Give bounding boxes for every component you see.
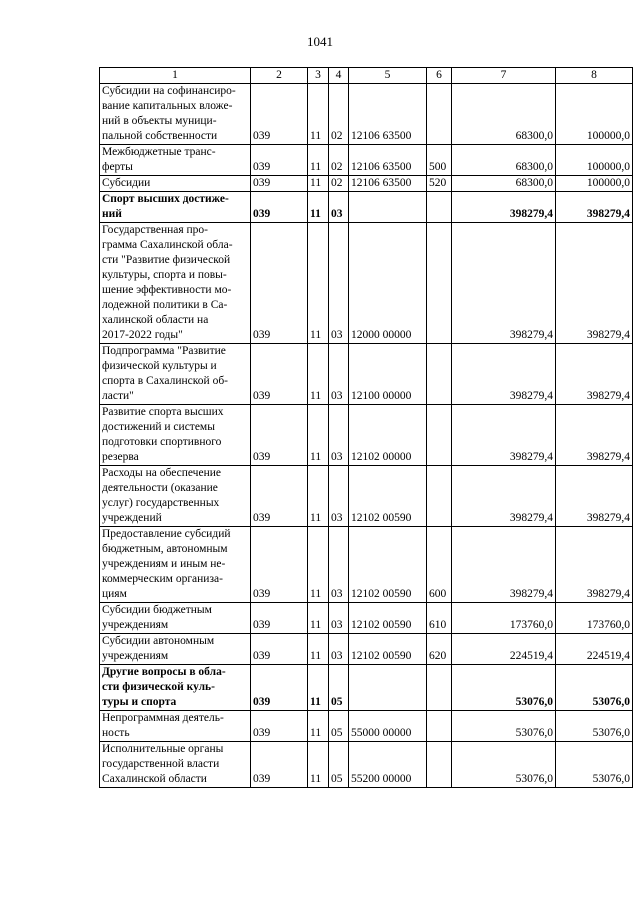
expense-type-code bbox=[427, 466, 452, 527]
row-description: Расходы на обеспечение деятельности (оказание услуг) государственных учреждений bbox=[100, 466, 251, 527]
subsection-code: 03 bbox=[329, 634, 349, 665]
subsection-code: 03 bbox=[329, 466, 349, 527]
target-article-code: 12102 00590 bbox=[349, 603, 427, 634]
row-description: Субсидии на софинансиро- вание капитальных вложе- ний в объекты муници- пальной собственности bbox=[100, 84, 251, 145]
amount-col-7: 398279,4 bbox=[452, 527, 556, 603]
table-row bbox=[100, 344, 633, 405]
expense-type-code bbox=[427, 192, 452, 223]
expense-type-code: 620 bbox=[427, 634, 452, 665]
amount-col-8: 398279,4 bbox=[556, 527, 633, 603]
section-code: 11 bbox=[308, 223, 329, 344]
budget-table bbox=[99, 67, 633, 788]
expense-type-code bbox=[427, 344, 452, 405]
admin-code: 039 bbox=[251, 665, 308, 711]
subsection-code: 05 bbox=[329, 742, 349, 788]
admin-code: 039 bbox=[251, 223, 308, 344]
target-article-code: 12000 00000 bbox=[349, 223, 427, 344]
amount-col-7: 224519,4 bbox=[452, 634, 556, 665]
section-code: 11 bbox=[308, 84, 329, 145]
subsection-code: 03 bbox=[329, 223, 349, 344]
amount-col-8: 224519,4 bbox=[556, 634, 633, 665]
section-code: 11 bbox=[308, 527, 329, 603]
section-code: 11 bbox=[308, 344, 329, 405]
table-row bbox=[100, 192, 633, 223]
table-row bbox=[100, 711, 633, 742]
admin-code: 039 bbox=[251, 344, 308, 405]
amount-col-8: 53076,0 bbox=[556, 711, 633, 742]
header-cell: 2 bbox=[251, 68, 308, 84]
table-header-row bbox=[100, 68, 633, 84]
section-code: 11 bbox=[308, 466, 329, 527]
table-row bbox=[100, 742, 633, 788]
header-cell: 4 bbox=[329, 68, 349, 84]
target-article-code: 12102 00590 bbox=[349, 466, 427, 527]
target-article-code: 12102 00000 bbox=[349, 405, 427, 466]
amount-col-8: 398279,4 bbox=[556, 405, 633, 466]
admin-code: 039 bbox=[251, 192, 308, 223]
subsection-code: 03 bbox=[329, 405, 349, 466]
table-row bbox=[100, 527, 633, 603]
section-code: 11 bbox=[308, 742, 329, 788]
target-article-code: 55000 00000 bbox=[349, 711, 427, 742]
amount-col-7: 53076,0 bbox=[452, 665, 556, 711]
amount-col-7: 53076,0 bbox=[452, 711, 556, 742]
table-row bbox=[100, 176, 633, 192]
amount-col-7: 68300,0 bbox=[452, 84, 556, 145]
admin-code: 039 bbox=[251, 603, 308, 634]
expense-type-code: 610 bbox=[427, 603, 452, 634]
target-article-code: 55200 00000 bbox=[349, 742, 427, 788]
row-description: Развитие спорта высших достижений и системы подготовки спортивного резерва bbox=[100, 405, 251, 466]
amount-col-8: 398279,4 bbox=[556, 466, 633, 527]
expense-type-code bbox=[427, 742, 452, 788]
admin-code: 039 bbox=[251, 527, 308, 603]
admin-code: 039 bbox=[251, 742, 308, 788]
table-row bbox=[100, 145, 633, 176]
amount-col-7: 398279,4 bbox=[452, 344, 556, 405]
row-description: Непрограммная деятель- ность bbox=[100, 711, 251, 742]
row-description: Государственная про- грамма Сахалинской обла- сти "Развитие физической культуры, спорта и повы- шение эффективности мо- лодежной политики в Са- халинской области на 2017-2022 годы" bbox=[100, 223, 251, 344]
subsection-code: 03 bbox=[329, 344, 349, 405]
row-description: Исполнительные органы государственной власти Сахалинской области bbox=[100, 742, 251, 788]
target-article-code: 12106 63500 bbox=[349, 84, 427, 145]
target-article-code: 12102 00590 bbox=[349, 634, 427, 665]
table-row bbox=[100, 466, 633, 527]
section-code: 11 bbox=[308, 192, 329, 223]
amount-col-8: 398279,4 bbox=[556, 223, 633, 344]
row-description: Другие вопросы в обла- сти физической куль- туры и спорта bbox=[100, 665, 251, 711]
amount-col-7: 398279,4 bbox=[452, 223, 556, 344]
row-description: Субсидии bbox=[100, 176, 251, 192]
admin-code: 039 bbox=[251, 711, 308, 742]
target-article-code bbox=[349, 665, 427, 711]
expense-type-code: 500 bbox=[427, 145, 452, 176]
admin-code: 039 bbox=[251, 84, 308, 145]
row-description: Спорт высших достиже- ний bbox=[100, 192, 251, 223]
subsection-code: 03 bbox=[329, 192, 349, 223]
amount-col-8: 100000,0 bbox=[556, 145, 633, 176]
subsection-code: 05 bbox=[329, 711, 349, 742]
header-cell: 5 bbox=[349, 68, 427, 84]
table-row bbox=[100, 84, 633, 145]
target-article-code: 12106 63500 bbox=[349, 145, 427, 176]
section-code: 11 bbox=[308, 665, 329, 711]
amount-col-8: 173760,0 bbox=[556, 603, 633, 634]
amount-col-7: 398279,4 bbox=[452, 405, 556, 466]
expense-type-code bbox=[427, 711, 452, 742]
expense-type-code bbox=[427, 405, 452, 466]
amount-col-7: 68300,0 bbox=[452, 145, 556, 176]
target-article-code: 12106 63500 bbox=[349, 176, 427, 192]
expense-type-code bbox=[427, 84, 452, 145]
amount-col-7: 398279,4 bbox=[452, 466, 556, 527]
target-article-code: 12102 00590 bbox=[349, 527, 427, 603]
subsection-code: 02 bbox=[329, 145, 349, 176]
section-code: 11 bbox=[308, 711, 329, 742]
row-description: Субсидии бюджетным учреждениям bbox=[100, 603, 251, 634]
amount-col-8: 100000,0 bbox=[556, 84, 633, 145]
subsection-code: 03 bbox=[329, 603, 349, 634]
table-row bbox=[100, 405, 633, 466]
page-number: 1041 bbox=[307, 34, 333, 49]
row-description: Межбюджетные транс- ферты bbox=[100, 145, 251, 176]
amount-col-7: 398279,4 bbox=[452, 192, 556, 223]
amount-col-8: 398279,4 bbox=[556, 344, 633, 405]
header-cell: 1 bbox=[100, 68, 251, 84]
subsection-code: 05 bbox=[329, 665, 349, 711]
row-description: Субсидии автономным учреждениям bbox=[100, 634, 251, 665]
expense-type-code: 520 bbox=[427, 176, 452, 192]
amount-col-7: 68300,0 bbox=[452, 176, 556, 192]
amount-col-8: 53076,0 bbox=[556, 665, 633, 711]
table-row bbox=[100, 603, 633, 634]
amount-col-7: 53076,0 bbox=[452, 742, 556, 788]
header-cell: 8 bbox=[556, 68, 633, 84]
expense-type-code bbox=[427, 223, 452, 344]
row-description: Подпрограмма "Развитие физической культуры и спорта в Сахалинской об- ласти" bbox=[100, 344, 251, 405]
subsection-code: 02 bbox=[329, 176, 349, 192]
row-description: Предоставление субсидий бюджетным, автономным учреждениям и иным не- коммерческим организа- циям bbox=[100, 527, 251, 603]
expense-type-code bbox=[427, 665, 452, 711]
admin-code: 039 bbox=[251, 176, 308, 192]
subsection-code: 03 bbox=[329, 527, 349, 603]
target-article-code bbox=[349, 192, 427, 223]
admin-code: 039 bbox=[251, 466, 308, 527]
table-row bbox=[100, 665, 633, 711]
amount-col-8: 100000,0 bbox=[556, 176, 633, 192]
admin-code: 039 bbox=[251, 634, 308, 665]
expense-type-code: 600 bbox=[427, 527, 452, 603]
header-cell: 6 bbox=[427, 68, 452, 84]
table-row bbox=[100, 634, 633, 665]
admin-code: 039 bbox=[251, 145, 308, 176]
amount-col-7: 173760,0 bbox=[452, 603, 556, 634]
header-cell: 3 bbox=[308, 68, 329, 84]
subsection-code: 02 bbox=[329, 84, 349, 145]
admin-code: 039 bbox=[251, 405, 308, 466]
section-code: 11 bbox=[308, 603, 329, 634]
amount-col-8: 398279,4 bbox=[556, 192, 633, 223]
section-code: 11 bbox=[308, 145, 329, 176]
section-code: 11 bbox=[308, 634, 329, 665]
table-row bbox=[100, 223, 633, 344]
section-code: 11 bbox=[308, 176, 329, 192]
target-article-code: 12100 00000 bbox=[349, 344, 427, 405]
amount-col-8: 53076,0 bbox=[556, 742, 633, 788]
header-cell: 7 bbox=[452, 68, 556, 84]
section-code: 11 bbox=[308, 405, 329, 466]
